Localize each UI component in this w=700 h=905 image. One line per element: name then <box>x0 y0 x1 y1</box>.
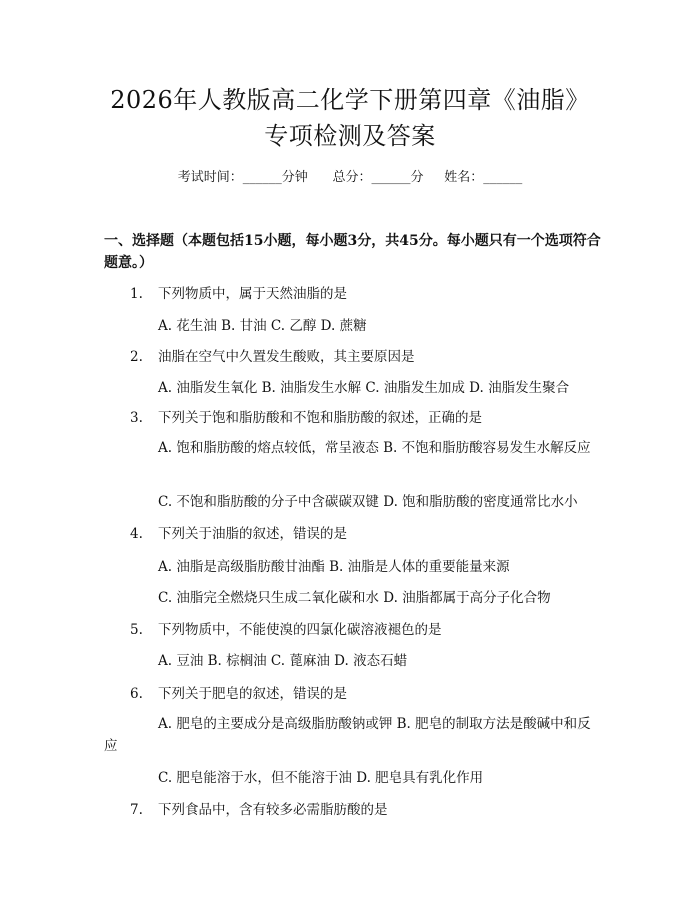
question-number: 3. <box>130 410 143 426</box>
exam-time-field: 考试时间：______分钟 <box>177 170 308 185</box>
question-text: 下列关于肥皂的叙述，错误的是 <box>158 686 347 702</box>
question-options-cd: C. 不饱和脂肪酸的分子中含碳碳双键 D. 饱和脂肪酸的密度通常比水小 <box>158 494 578 510</box>
question-options-ab: A. 饱和脂肪酸的熔点较低，常呈液态 B. 不饱和脂肪酸容易发生水解反应 <box>158 440 591 456</box>
question-number: 4. <box>130 526 143 542</box>
question-options-ab: A. 油脂是高级脂肪酸甘油酯 B. 油脂是人体的重要能量来源 <box>158 559 510 575</box>
question-number: 5. <box>130 622 143 638</box>
question-text: 下列物质中，不能使溴的四氯化碳溶液褪色的是 <box>158 622 442 638</box>
question-options: A. 油脂发生氧化 B. 油脂发生水解 C. 油脂发生加成 D. 油脂发生聚合 <box>158 380 570 396</box>
question-text: 下列食品中，含有较多必需脂肪酸的是 <box>158 802 388 818</box>
section-heading: 一、选择题（本题包括15小题，每小题3分，共45分。每小题只有一个选项符合题意。） <box>104 233 601 271</box>
question-text: 油脂在空气中久置发生酸败，其主要原因是 <box>158 349 415 365</box>
question-number: 1. <box>130 286 143 302</box>
exam-title-line2: 专项检测及答案 <box>264 122 436 150</box>
question-number: 7. <box>130 802 143 818</box>
question-text: 下列关于饱和脂肪酸和不饱和脂肪酸的叙述，正确的是 <box>158 410 482 426</box>
question-number: 6. <box>130 686 143 702</box>
question-number: 2. <box>130 349 143 365</box>
question-options-cd: C. 油脂完全燃烧只生成二氧化碳和水 D. 油脂都属于高分子化合物 <box>158 590 551 606</box>
student-name-field: 姓名：______ <box>444 170 523 185</box>
exam-title-line1: 2026年人教版高二化学下册第四章《油脂》 <box>110 86 590 114</box>
question-options-ab: A. 肥皂的主要成分是高级脂肪酸钠或钾 B. 肥皂的制取方法是酸碱中和反应 <box>104 716 591 754</box>
question-text: 下列物质中，属于天然油脂的是 <box>158 286 347 302</box>
question-options-cd: C. 肥皂能溶于水，但不能溶于油 D. 肥皂具有乳化作用 <box>158 770 484 786</box>
exam-info-line <box>0 168 700 188</box>
question-options: A. 豆油 B. 棕榈油 C. 蓖麻油 D. 液态石蜡 <box>158 653 408 669</box>
question-options: A. 花生油 B. 甘油 C. 乙醇 D. 蔗糖 <box>158 318 367 334</box>
total-score-field: 总分：______分 <box>332 170 424 185</box>
question-text: 下列关于油脂的叙述，错误的是 <box>158 526 347 542</box>
